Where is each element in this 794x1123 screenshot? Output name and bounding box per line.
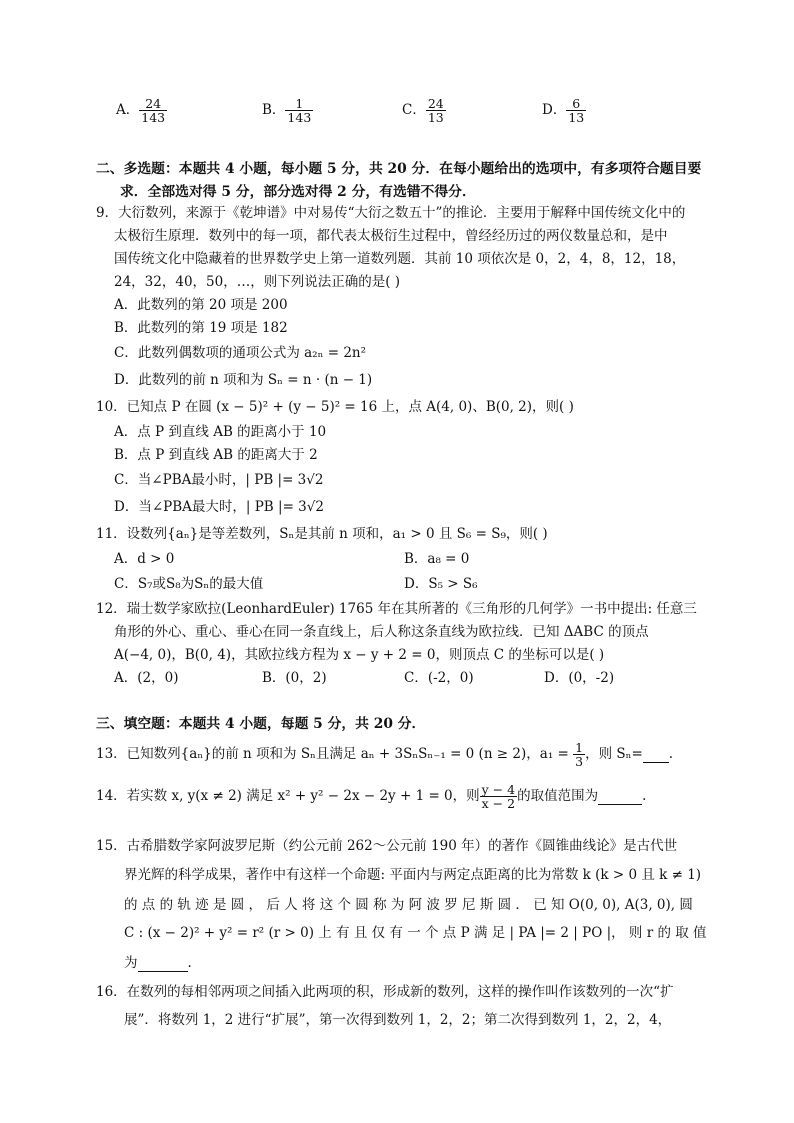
q11-option-a: A．d > 0 (114, 551, 175, 567)
q12-line3: A(−4, 0)，B(0, 4)，其欧拉线方程为 x − y + 2 = 0，则顶点 C 的坐标可以是( ) (114, 647, 605, 663)
q15-text-end: . (187, 955, 192, 971)
q10-option-c: C．当∠PBA最小时，| PB |= 3√2 (114, 472, 324, 488)
q9-option-a: A．此数列的第 20 项是 200 (114, 297, 288, 313)
fraction-denominator: 13 (568, 110, 585, 126)
q12-option-c: C．(-2，0) (404, 670, 474, 686)
q15-line1: 15．古希腊数学家阿波罗尼斯（约公元前 262～公元前 190 年）的著作《圆锥曲线论》是古代世 (96, 838, 678, 854)
q9-option-d: D．此数列的前 n 项和为 Sₙ = n · (n − 1) (114, 372, 373, 388)
q12-line1: 12．瑞士数学家欧拉(LeonhardEuler) 1765 年在其所著的《三角形的几何学》一书中提出: 任意三 (96, 601, 697, 617)
q14-fraction (480, 783, 517, 810)
fraction-numerator: 24 (139, 97, 167, 111)
top-option-c (402, 97, 446, 124)
fraction-denominator: 3 (575, 754, 584, 770)
q16-line1: 16．在数列的每相邻两项之间插入此两项的积，形成新的数列，这样的操作叫作该数列的一次“扩 (96, 984, 674, 1000)
q15-text-pre: 为 (124, 955, 138, 971)
fraction-numerator: 6 (566, 97, 586, 111)
fraction-denominator: 13 (427, 110, 444, 126)
fraction-numerator: 24 (427, 96, 444, 111)
section2-heading-line1: 二、多选题：本题共 4 小题，每小题 5 分，共 20 分．在每小题给出的选项中，有多项符合题目要 (96, 161, 702, 177)
q13-text-pre: 13．已知数列{aₙ}的前 n 项和为 Sₙ且满足 aₙ + 3SₙSₙ₋₁ = 0 (n ≥ 2)，a₁ = (96, 746, 574, 763)
fraction (426, 97, 446, 124)
section2-heading-line2: 求．全部选对得 5 分，部分选对得 2 分，有选错不得分． (120, 184, 476, 200)
q9-option-b: B．此数列的第 19 项是 182 (114, 320, 288, 336)
fraction-numerator: 1 (285, 97, 313, 111)
q9-option-c: C．此数列偶数项的通项公式为 a₂ₙ = 2n² (114, 345, 367, 361)
q12-option-d: D．(0，-2) (544, 670, 615, 686)
q10-option-b: B．点 P 到直线 AB 的距离大于 2 (114, 447, 318, 463)
q15-line3: 的 点 的 轨 迹 是 圆 ， 后 人 将 这 个 圆 称 为 阿 波 罗 尼 斯 圆 ． 已 知 O(0, 0), A(3, 0), 圆 (124, 897, 693, 913)
q10-stem: 10．已知点 P 在圆 (x − 5)² + (y − 5)² = 16 上，点 A(4, 0)、B(0, 2)，则( ) (96, 399, 574, 415)
q13 (96, 741, 673, 768)
fraction (566, 97, 586, 124)
q11-option-b: B．a₈ = 0 (404, 551, 470, 567)
q14-text-pre: 14．若实数 x, y(x ≠ 2) 满足 x² + y² − 2x − 2y + 1 = 0，则 (96, 788, 480, 805)
q13-answer-blank[interactable] (643, 746, 669, 763)
q11-stem: 11．设数列{aₙ}是等差数列，Sₙ是其前 n 项和，a₁ > 0 且 S₆ = S₉，则( ) (96, 526, 548, 542)
q12-option-a: A．(2，0) (114, 670, 179, 686)
fraction-denominator: x − 2 (481, 796, 516, 812)
q9-line3: 国传统文化中隐藏着的世界数学史上第一道数列题．其前 10 项依次是 0，2，4，8，12，18， (114, 251, 686, 267)
q12-line2: 角形的外心、重心、垂心在同一条直线上，后人称这条直线为欧拉线．已知 ΔABC 的顶点 (114, 624, 649, 640)
q9-line1: 9．大衍数列，来源于《乾坤谱》中对易传“大衍之数五十”的推论．主要用于解释中国传统文化中的 (96, 205, 686, 221)
q9-line4: 24，32，40，50，…，则下列说法正确的是( ) (114, 274, 401, 290)
top-option-d (542, 97, 586, 124)
option-label: B． (262, 102, 286, 119)
fraction-numerator: y − 4 (481, 782, 516, 797)
q13-text-end: . (668, 746, 674, 763)
q11-option-c: C．S₇或S₈为Sₙ的最大值 (114, 576, 264, 592)
q15-line4: C : (x − 2)² + y² = r² (r > 0) 上 有 且 仅 有 一 个 点 P 满 足 | PA |= 2 | PO |， 则 r 的 取 值 (124, 925, 707, 941)
q16-line2: 展”．将数列 1，2 进行“扩展”，第一次得到数列 1，2，2；第二次得到数列 1，2，2，4， (124, 1012, 672, 1028)
q14-text-post: 的取值范围为 (517, 788, 599, 805)
top-option-b (262, 97, 313, 124)
q15-line5 (124, 951, 192, 972)
q11-option-d: D．S₅ > S₆ (404, 576, 478, 592)
q15-answer-blank[interactable] (138, 955, 188, 972)
top-option-a (116, 97, 167, 124)
q9-line2: 太极衍生原理．数列中的每一项，都代表太极衍生过程中，曾经经历过的两仪数量总和，是中 (114, 228, 668, 244)
fraction (139, 97, 167, 124)
q15-line2: 界光辉的科学成果，著作中有这样一个命题: 平面内与两定点距离的比为常数 k (k > 0 且 k ≠ 1) (124, 867, 702, 883)
fraction-denominator: 143 (287, 110, 312, 126)
q14 (96, 783, 646, 810)
q10-option-d: D．当∠PBA最大时，| PB |= 3√2 (114, 499, 324, 515)
fraction-numerator: 1 (575, 740, 584, 755)
q14-text-end: . (642, 788, 647, 805)
q13-text-post: ，则 Sₙ= (585, 746, 643, 763)
q14-answer-blank[interactable] (598, 788, 642, 805)
fraction-denominator: 143 (141, 110, 166, 126)
option-label: A． (116, 102, 140, 119)
option-label: D． (542, 102, 567, 119)
q10-option-a: A．点 P 到直线 AB 的距离小于 10 (114, 424, 327, 440)
q12-option-b: B．(0，2) (262, 670, 327, 686)
section3-heading: 三、填空题：本题共 4 小题，每题 5 分，共 20 分． (96, 716, 426, 732)
fraction (285, 97, 313, 124)
option-label: C． (402, 102, 426, 119)
q13-fraction (573, 741, 585, 768)
